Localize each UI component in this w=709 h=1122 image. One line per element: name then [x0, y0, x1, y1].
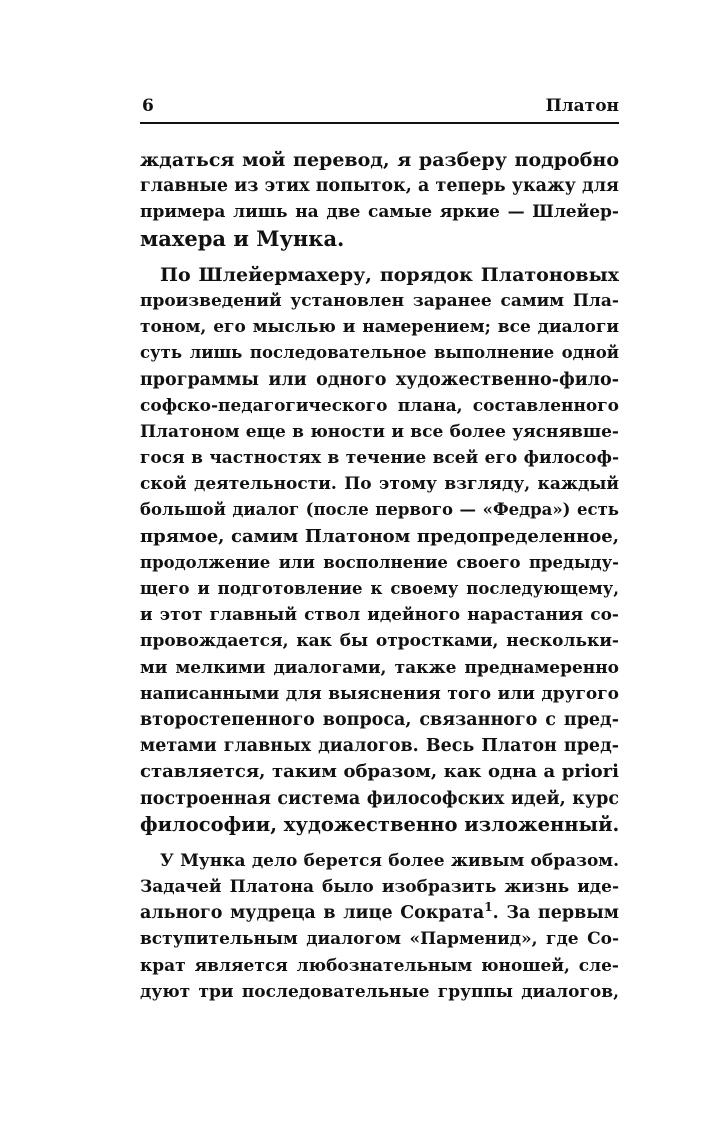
text-line: ждаться мой перевод, я разберу подробно — [140, 149, 619, 171]
text-line: тоном, его мыслью и намерением; все диалоги — [140, 317, 619, 338]
body-text — [140, 147, 619, 1005]
text-line: произведений установлен заранее самим Пла- — [140, 290, 619, 311]
text-line: написанными для выяснения того или другого — [140, 683, 619, 704]
text-line: У Мунка дело берется более живым образом. — [160, 850, 619, 871]
paragraph — [140, 147, 619, 252]
text-line: ской деятельности. По этому взгляду, каждый — [140, 474, 619, 495]
footnote-reference[interactable]: 1 — [484, 900, 493, 915]
running-title: Платон — [545, 96, 619, 116]
text-line: гося в частностях в течение всей его философ- — [140, 448, 619, 469]
text-line: дуют три последовательные группы диалогов, — [140, 981, 619, 1002]
text-line: щего и подготовление к своему последующему, — [140, 579, 619, 598]
text-line: провождается, как бы отростками, нескольки- — [140, 631, 619, 652]
paragraph — [140, 262, 619, 838]
text-line: программы или одного художественно-фило- — [140, 369, 619, 390]
text-line: примера лишь на две самые яркие — Шлейер- — [140, 202, 619, 223]
text-line: софско-педагогического плана, составленного — [140, 395, 619, 416]
paragraph — [140, 848, 619, 1005]
text-line: метами главных диалогов. Весь Платон пред- — [140, 736, 619, 757]
page-number: 6 — [142, 96, 154, 116]
running-head — [140, 94, 619, 124]
text-line-with-footnote — [140, 900, 619, 926]
text-line: главные из этих попыток, а теперь укажу для — [140, 176, 619, 197]
text-line: крат является любознательным юношей, сле- — [140, 955, 619, 976]
text-segment: ального мудреца в лице Сократа — [140, 903, 485, 924]
text-line: махера и Мунка. — [140, 225, 345, 251]
text-line: философии, художественно изложенный. — [140, 812, 620, 836]
text-segment: . За первым — [492, 903, 620, 924]
text-line: вступительным диалогом «Парменид», где Со- — [140, 929, 619, 950]
text-line: По Шлейермахеру, порядок Платоновых — [160, 263, 619, 286]
text-line: ставляется, таким образом, как одна a priori — [140, 761, 619, 783]
text-line: второстепенного вопроса, связанного с пред- — [140, 709, 619, 730]
text-line: Задачей Платона было изобразить жизнь иде- — [140, 877, 619, 898]
text-line: прямое, самим Платоном предопределенное, — [140, 525, 619, 547]
text-line: и этот главный ствол идейного нарастания со- — [140, 605, 619, 626]
text-line: продолжение или восполнение своего предыду- — [140, 552, 619, 572]
text-line: построенная система философских идей, курс — [140, 788, 619, 809]
text-line: большой диалог (после первого — «Федра») есть — [140, 500, 619, 520]
text-line: Платоном еще в юности и все более уяснявше- — [140, 421, 619, 442]
text-line: ми мелкими диалогами, также преднамеренно — [140, 657, 619, 678]
text-line: суть лишь последовательное выполнение одной — [140, 343, 619, 363]
